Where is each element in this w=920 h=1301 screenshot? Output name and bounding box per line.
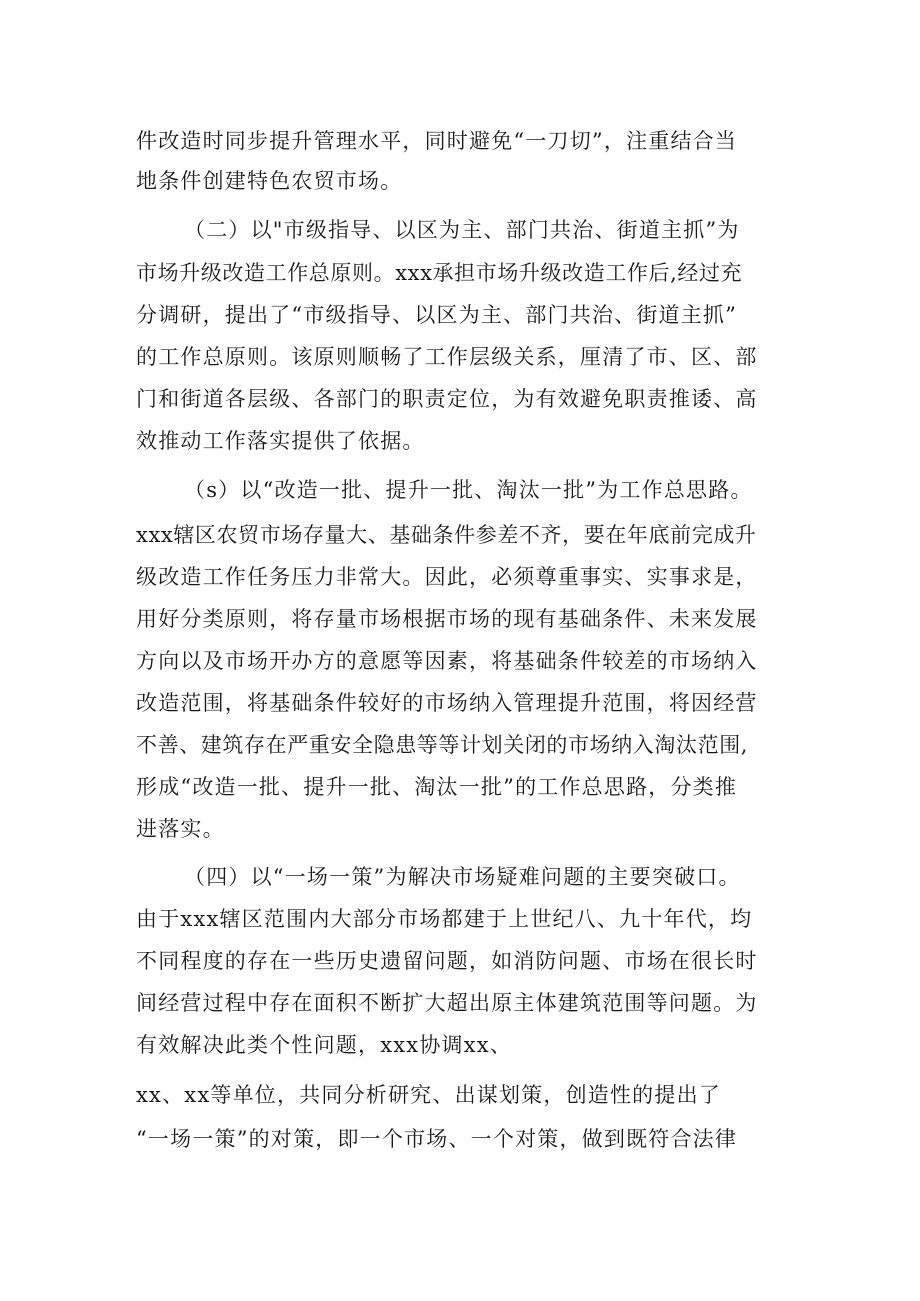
paragraph-line: 有效解决此类个性问题，xxx协调xx、 bbox=[136, 1033, 513, 1057]
paragraph-line: xxx辖区农贸市场存量大、基础条件参差不齐，要在年底前完成升 bbox=[136, 523, 757, 547]
paragraph-line: 市场升级改造工作总原则。xxx承担市场升级改造工作后,经过充 bbox=[136, 261, 743, 285]
paragraph-line: “一场一策”的对策，即一个市场、一个对策，做到既符合法律 bbox=[136, 1127, 738, 1151]
paragraph-line: 门和街道各层级、各部门的职责定位，为有效避免职责推诿、高 bbox=[136, 387, 758, 411]
paragraph-line: 形成“改造一批、提升一批、淘汰一批”的工作总思路，分类推 bbox=[136, 775, 738, 799]
paragraph-line: 件改造时同步提升管理水平，同时避免“一刀切”，注重结合当 bbox=[136, 129, 738, 153]
paragraph-line: 方向以及市场开办方的意愿等因素，将基础条件较差的市场纳入 bbox=[136, 649, 758, 673]
paragraph-line: 的工作总原则。该原则顺畅了工作层级关系，厘清了市、区、部 bbox=[136, 345, 758, 369]
paragraph-line: 由于xxx辖区范围内大部分市场都建于上世纪八、九十年代，均 bbox=[136, 907, 753, 931]
paragraph-line: 用好分类原则，将存量市场根据市场的现有基础条件、未来发展 bbox=[136, 607, 758, 631]
paragraph-line: 地条件创建特色农贸市场。 bbox=[136, 169, 403, 193]
paragraph-line: 级改造工作任务压力非常大。因此，必须尊重事实、实事求是， bbox=[136, 565, 758, 589]
paragraph-line: 间经营过程中存在面积不断扩大超出原主体建筑范围等问题。为 bbox=[136, 991, 758, 1015]
paragraph-line: 不同程度的存在一些历史遗留问题，如消防问题、市场在很长时 bbox=[136, 949, 758, 973]
paragraph-line: 进落实。 bbox=[136, 817, 225, 841]
paragraph-heading-3: （s）以“改造一批、提升一批、淘汰一批”为工作总思路。 bbox=[184, 478, 753, 502]
paragraph-heading-2: （二）以"市级指导、以区为主、部门共治、街道主抓”为 bbox=[184, 218, 740, 242]
paragraph-line: 分调研，提出了“市级指导、以区为主、部门共治、街道主抓” bbox=[136, 303, 738, 327]
paragraph-line: 改造范围，将基础条件较好的市场纳入管理提升范围，将因经营 bbox=[136, 691, 758, 715]
paragraph-line: 效推动工作落实提供了依据。 bbox=[136, 429, 425, 453]
paragraph-line: 不善、建筑存在严重安全隐患等等计划关闭的市场纳入淘汰范围, bbox=[136, 733, 749, 757]
paragraph-heading-4: （四）以“一场一策”为解决市场疑难问题的主要突破口。 bbox=[184, 865, 741, 889]
paragraph-line: xx、xx等单位，共同分析研究、出谋划策，创造性的提出了 bbox=[136, 1083, 721, 1107]
